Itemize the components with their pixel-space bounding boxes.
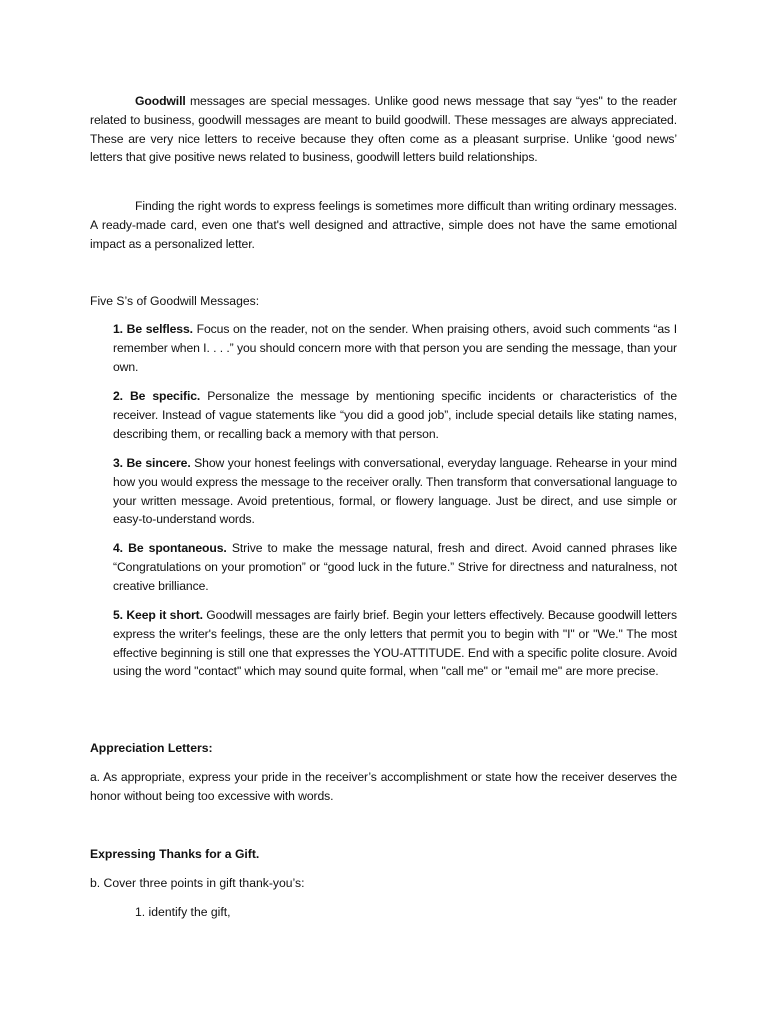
- gift-heading: Expressing Thanks for a Gift.: [90, 847, 260, 861]
- gift-item-1: 1. identify the gift,: [135, 905, 231, 919]
- five-s-item-title: 2. Be specific.: [113, 389, 201, 403]
- finding-words-paragraph: Finding the right words to express feelings is sometimes more difficult than writing ordinary messages. A ready-made card, even one that's well designed and attractive, simple does not have the same emotional impact as a personalized letter.: [90, 199, 677, 251]
- five-s-item-2: [113, 387, 677, 443]
- five-s-item-1: [113, 320, 677, 376]
- appreciation-heading: Appreciation Letters:: [90, 741, 213, 755]
- five-s-item-body: Goodwill messages are fairly brief. Begin your letters effectively. Because goodwill letters express the writer's feelings, these are the only letters that permit you to begin with "I" or "We." The most effective beginning is still one that expresses the YOU-ATTITUDE. End with a specific polite closure. Avoid using the word "contact" which may sound quite formal, when "call me" or "email me" are more precise.: [113, 608, 677, 679]
- intro-lead-word: Goodwill: [135, 94, 186, 108]
- five-s-item-body: Focus on the reader, not on the sender. When praising others, avoid such comments “as I remember when I. . . .” you should concern more with that person you are sending the message, than your own.: [113, 322, 677, 374]
- five-s-item-4: [113, 539, 677, 595]
- five-s-item-title: 5. Keep it short.: [113, 608, 203, 622]
- five-s-item-body: Strive to make the message natural, fresh and direct. Avoid canned phrases like “Congratulations on your promotion” or “good luck in the future.” Strive for directness and naturalness, not creative brilliance.: [113, 541, 677, 593]
- five-s-heading: Five S’s of Goodwill Messages:: [90, 294, 260, 308]
- five-s-item-body: Show your honest feelings with conversational, everyday language. Rehearse in your mind how you would express the message to the receiver orally. Then transform that conversational language to your written message. Avoid pretentious, formal, or flowery language. Just be direct, and use simple or easy-to-understand words.: [113, 456, 677, 527]
- five-s-item-title: 3. Be sincere.: [113, 456, 191, 470]
- five-s-item-3: [113, 454, 677, 529]
- intro-paragraph: [90, 92, 677, 167]
- appreciation-point-a: a. As appropriate, express your pride in the receiver’s accomplishment or state how the receiver deserves the honor without being too excessive with words.: [90, 770, 677, 803]
- five-s-item-title: 4. Be spontaneous.: [113, 541, 227, 555]
- five-s-item-body: Personalize the message by mentioning specific incidents or characteristics of the receiver. Instead of vague statements like “you did a good job”, include special details like stating names, describing them, or recalling back a memory with that person.: [113, 389, 677, 441]
- intro-text: messages are special messages. Unlike good news message that say “yes" to the reader related to business, goodwill messages are meant to build goodwill. These messages are always appreciated. These are very nice letters to receive because they often come as a pleasant surprise. Unlike ‘good news’ letters that give positive news related to business, goodwill letters build relationships.: [90, 94, 677, 165]
- gift-point-b: b. Cover three points in gift thank-you’s:: [90, 876, 305, 890]
- five-s-item-5: [113, 606, 677, 681]
- five-s-item-title: 1. Be selfless.: [113, 322, 193, 336]
